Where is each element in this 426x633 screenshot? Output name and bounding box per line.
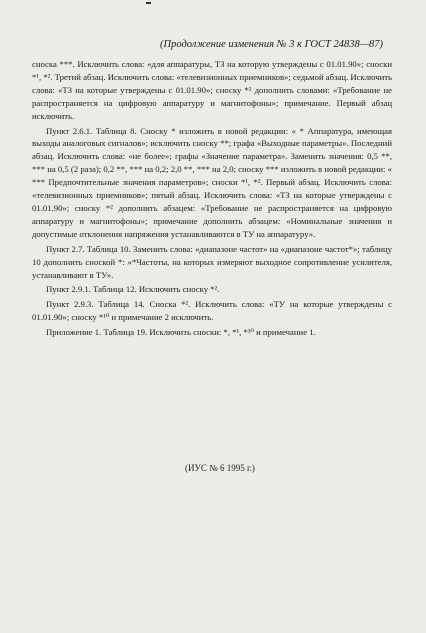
paragraph-appendix-1: Приложение 1. Таблица 19. Исключить сноски: *, *¹, *¹⁰ и примечание 1.: [46, 327, 316, 338]
source-footnote: (ИУС № 6 1995 г.): [185, 463, 255, 473]
running-head: (Продолжение изменения № 3 к ГОСТ 24838—87): [160, 39, 384, 50]
paragraph-item-2-7: Пункт 2.7. Таблица 10. Заменить слова: «диапазоне частот» на «диапазоне частот*»; таблицу 10 дополнить сноской *: «*Частоты, на которых измеряют выходное сопротивление усилителя, устанавливают в ТУ».: [32, 243, 392, 280]
scan-mark: [146, 2, 151, 4]
paragraph-item-2-9-1: Пункт 2.9.1. Таблица 12. Исключить сноску *².: [46, 284, 220, 295]
document-body: [32, 58, 392, 339]
paragraph-continuation: сноска ***. Исключить слова: «для аппаратуры, ТЗ на которую утверждены с 01.01.90»; сноски *¹, *². Третий абзац. Исключить слова: «телевизионных приемников»; седьмой абзац. Исключить слова: «ТЗ на которые утверждены с 01.01.90»; сноску *² дополнить словами: «Требование не распространяется на цифровую аппаратуру и магнитофоны»; примечание. Первый абзац исключить.: [32, 59, 392, 121]
paragraph-item-2-9-3: Пункт 2.9.3. Таблица 14. Сноска *². Исключить слова: «ТУ на которые утверждены с 01.01.90»; сноску *¹⁰ и примечание 2 исключить.: [32, 299, 392, 323]
paragraph-item-2-6-1: Пункт 2.6.1. Таблица 8. Сноску * изложить в новой редакции: « * Аппаратура, имеющая выходы аналоговых сигналов»; исключить сноску **; графа «Выходные параметры». Последний абзац. Исключить слова: «не более»; графы «Значение параметра». Заменить значения: 0,5 **, *** на 0,5 (2 раза); 0,2 **, *** на 0,2; 2,0 **, *** на 2,0; сноску *** изложить в новой редакции: « *** Предпочтительные значения параметров»; сноски *¹, *². Первый абзац. Исключить слова: «телевизионных приемников»; пятый абзац. Исключить слова: «ТЗ на которые утверждены с 01.01.90»; сноску *² дополнить абзацем: «Требование не распространяется на цифровую аппаратуру и магнитофоны»; примечание дополнить абзацем: «Номинальные значения и допустимые отклонения напряжения устанавливаются в ТУ на аппаратуру».: [32, 125, 392, 239]
